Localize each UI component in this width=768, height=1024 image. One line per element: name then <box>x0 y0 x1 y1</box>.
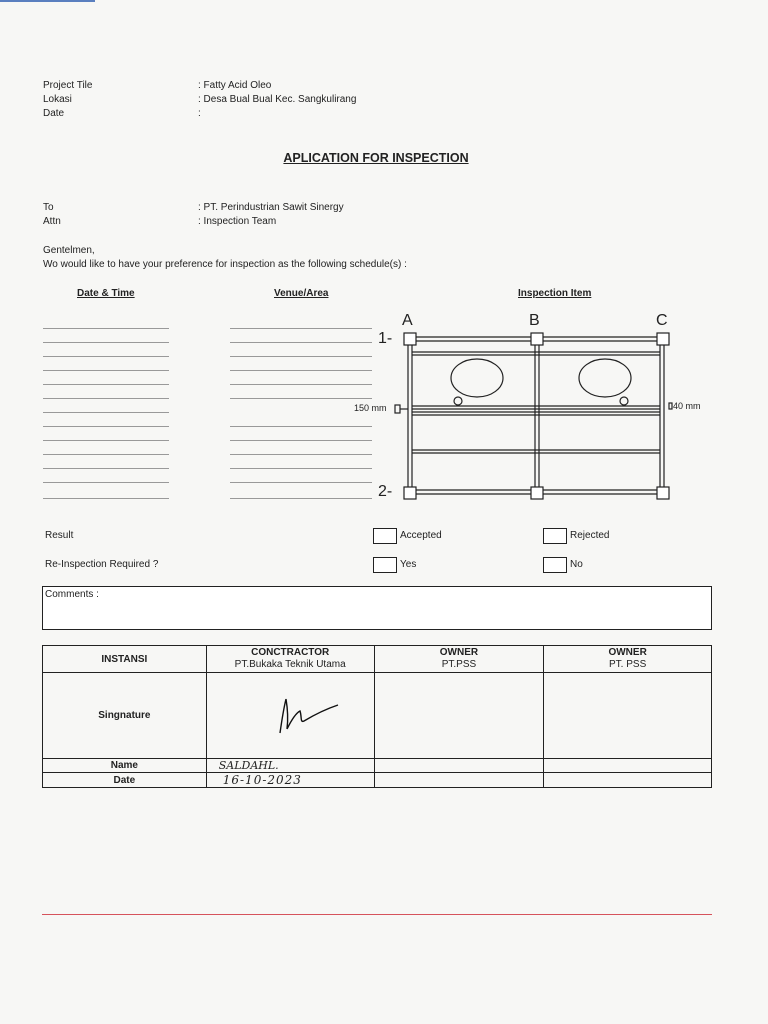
date-label: Date <box>43 108 65 119</box>
grid-label-row-1: 1- <box>378 330 393 347</box>
greeting: Gentelmen, <box>43 245 95 256</box>
accepted-checkbox[interactable] <box>373 528 397 544</box>
owner2-signature-cell[interactable] <box>544 673 712 759</box>
yes-label: Yes <box>400 559 417 570</box>
comments-label: Comments : <box>45 589 99 600</box>
contractor-title: CONCTRACTOR <box>251 647 330 658</box>
contractor-signed-date: 16-10-2023 <box>222 773 302 787</box>
instansi-header: INSTANSI <box>43 646 207 673</box>
intro-text: Wo would like to have your preference for inspection as the following schedule(s) : <box>43 259 407 270</box>
no-label: No <box>570 559 583 570</box>
rejected-checkbox[interactable] <box>543 528 567 544</box>
dimension-right: 40 mm <box>673 401 701 411</box>
yes-checkbox[interactable] <box>373 557 397 573</box>
owner2-header <box>544 646 712 673</box>
grid-label-b: B <box>529 312 540 329</box>
contractor-signature-cell[interactable] <box>206 673 374 759</box>
signature-table <box>42 645 712 788</box>
column-venue: Venue/Area <box>274 288 329 299</box>
page-title: APLICATION FOR INSPECTION <box>283 151 469 165</box>
footer-divider <box>42 914 712 915</box>
owner2-name-cell[interactable] <box>544 759 712 773</box>
project-label: Project Tile <box>43 80 93 91</box>
contractor-signed-name: SALDAHL. <box>218 759 279 772</box>
rejected-label: Rejected <box>570 530 610 541</box>
attn-value: : Inspection Team <box>198 216 277 227</box>
contractor-signature <box>230 689 350 739</box>
column-date-time: Date & Time <box>77 288 135 299</box>
column-inspection-item: Inspection Item <box>518 288 592 299</box>
grid-label-row-2: 2- <box>378 483 393 500</box>
owner1-signature-cell[interactable] <box>374 673 544 759</box>
contractor-header <box>206 646 374 673</box>
contractor-company: PT.Bukaka Teknik Utama <box>234 659 346 670</box>
owner1-name-cell[interactable] <box>374 759 544 773</box>
date-row-label: Date <box>43 773 207 788</box>
owner1-company: PT.PSS <box>441 659 477 670</box>
grid-label-a: A <box>402 312 413 329</box>
lokasi-value: : Desa Bual Bual Kec. Sangkulirang <box>198 94 357 105</box>
owner1-title: OWNER <box>439 647 479 658</box>
contractor-date-cell[interactable] <box>206 773 374 788</box>
accepted-label: Accepted <box>400 530 442 541</box>
attn-label: Attn <box>43 216 61 227</box>
owner2-date-cell[interactable] <box>544 773 712 788</box>
name-row-label: Name <box>43 759 207 773</box>
lokasi-label: Lokasi <box>43 94 72 105</box>
owner2-company: PT. PSS <box>609 659 647 670</box>
comments-box[interactable] <box>42 586 712 630</box>
owner2-title: OWNER <box>608 647 647 658</box>
owner1-header <box>374 646 544 673</box>
to-label: To <box>43 202 54 213</box>
owner1-date-cell[interactable] <box>374 773 544 788</box>
no-checkbox[interactable] <box>543 557 567 573</box>
to-value: : PT. Perindustrian Sawit Sinergy <box>198 202 344 213</box>
date-value: : <box>198 108 201 119</box>
project-value: : Fatty Acid Oleo <box>198 80 272 91</box>
reinspection-label: Re-Inspection Required ? <box>45 559 159 570</box>
contractor-name-cell[interactable] <box>206 759 374 773</box>
grid-label-c: C <box>656 312 668 329</box>
signature-row-label: Singnature <box>43 673 207 759</box>
result-label: Result <box>45 530 74 541</box>
dimension-left: 150 mm <box>354 403 387 413</box>
